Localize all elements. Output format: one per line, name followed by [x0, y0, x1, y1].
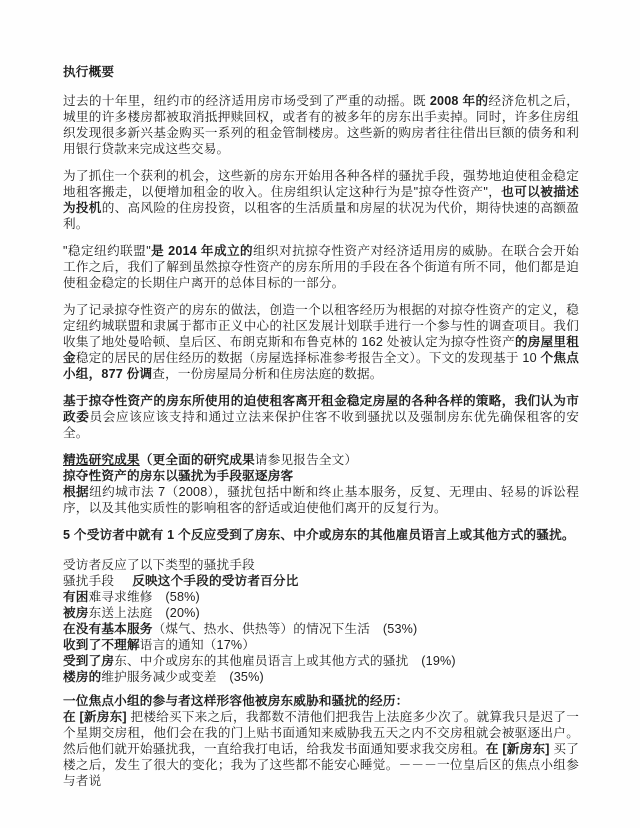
findings-subtitle-text: 掠夺性资产的房东以骚扰为手段驱逐房客 [63, 469, 294, 483]
findings-title: 精选研究成果 [63, 453, 140, 467]
text-segment: 维护服务减少或变差 (35%) [101, 670, 264, 684]
findings-subtitle [63, 468, 579, 484]
text-segment-bold: 是 2014 年成立的 [150, 244, 254, 258]
text-segment: 纽约城市法 7（2008），骚扰包括中断和终止基本服务，反复、无理由、轻易的诉讼程序，以及其他实质性的影响租客的舒适或迫使他们离开的反复行为。 [63, 485, 579, 515]
quote-heading [63, 693, 579, 709]
survey-table [63, 557, 579, 685]
survey-row-court [63, 605, 579, 621]
survey-header-row [63, 573, 579, 589]
findings-title-line [63, 452, 579, 468]
survey-intro: 受访者反应了以下类型的骚扰手段 [63, 558, 255, 572]
text-segment-bold: 在 [新房东] [63, 710, 131, 724]
page-title: 执行概要 [63, 65, 115, 79]
stat-headline [63, 527, 579, 543]
text-segment-bold: 个焦点小组，877 份调 [63, 351, 580, 381]
tenant-quote [63, 709, 579, 789]
text-segment-bold: 被房 [63, 606, 89, 620]
executive-summary [63, 64, 579, 789]
findings-note-bold: （更全面的研究成果 [139, 453, 255, 467]
text-segment: 东、中介或房东的其他雇员语言上或其他方式的骚扰 (19%) [114, 654, 456, 668]
text-segment: 经济危机之后，城里的许多楼房都被取消抵押赎回权，或者有的被多年的房东出手卖掉。同时，许多住房组织发现很多新兴基金购买一系列的租金管制楼房。这些新的购房者往往借出巨额的债务和利用银行贷款来完成这些交易。 [63, 94, 579, 156]
text-segment: 稳定的居民的居住经历的数据（房屋选择标准参考报告全文）。下文的发现基于 10 [75, 351, 541, 365]
survey-col1-header: 骚扰手段 [63, 574, 115, 588]
text-segment: 为了记录掠夺性资产的房东的做法，创造一个以租客经历为根据的对掠夺性资产的定义，稳定纽约城联盟和隶属于都市正义中心的社区发展计划联手进行一个参与性的调查项目。我们收集了地处曼哈顿、皇后区、布朗克斯和布鲁克林的 162 处被认定为掠夺性资产 [63, 303, 579, 349]
text-segment: 的、高风险的住房投资，以租客的生活质量和房屋的状况为代价，期待快速的高额盈利。 [63, 201, 579, 231]
text-segment-bold: 基于掠夺性资产的房东所使用的迫使租客离开租金稳定房屋的各种各样的策略，我们认为市政委 [63, 394, 579, 424]
text-segment: 过去的十年里，纽约市的经济适用房市场受到了严重的动摇。既 [63, 94, 430, 108]
text-segment-bold: 在没有基本服务 [63, 622, 153, 636]
stat-headline-text: 5 个受访者中就有 1 个反应受到了房东、中介或房东的其他雇员语言上或其他方式的骚扰。 [63, 528, 575, 542]
paragraph-market-shock [63, 93, 579, 157]
text-segment-bold: 受到了房 [63, 654, 115, 668]
text-segment-bold: 的房屋里租金 [63, 335, 579, 365]
quote-heading-text: 一位焦点小组的参与者这样形容他被房东威胁和骚扰的经历： [63, 694, 409, 708]
survey-row-maintenance [63, 669, 579, 685]
survey-row-verbal [63, 653, 579, 669]
text-segment-bold: 根据 [63, 485, 90, 499]
text-segment: 买了楼之后，发生了很大的变化；我为了这些都不能安心睡觉。－－－一位皇后区的焦点小组参与者说 [63, 742, 579, 788]
text-segment-bold: 收到了不理解 [63, 638, 140, 652]
paragraph-recommendation [63, 393, 579, 441]
text-segment-bold: 也可以被描述为投机 [63, 185, 579, 215]
survey-col2-header: 反映这个手段的受访者百分比 [132, 574, 299, 588]
text-segment: 组织对抗掠夺性资产对经济适用房的威胁。在联合会开始工作之后，我们了解到虽然掠夺性资产的房东所用的手段在各个街道有所不同，他们都是迫使租金稳定的长期住户离开的总体目标的一部分。 [63, 244, 580, 290]
survey-row-services [63, 621, 579, 637]
text-segment: 员会应该应该支持和通过立法来保护住客不收到骚扰以及强制房东优先确保租客的安全。 [63, 410, 579, 440]
survey-row-notices [63, 637, 579, 653]
text-segment-bold: 有困 [63, 590, 89, 604]
text-segment: 为了抓住一个获利的机会，这些新的房东开始用各种各样的骚扰手段，强势地迫使租金稳定地租客搬走，以便增加租金的收入。住房组织认定这种行为是"掠夺性资产"， [63, 169, 579, 199]
text-segment: （煤气、热水、供热等）的情况下生活 (53%) [152, 622, 418, 636]
text-segment: "稳定纽约联盟" [63, 244, 151, 258]
findings-note: 请参见报告全文） [254, 453, 358, 467]
paragraph-survey-project [63, 302, 579, 382]
text-segment: 东送上法庭 (20%) [88, 606, 200, 620]
text-segment: 查，一份房屋局分析和住房法庭的数据。 [152, 367, 383, 381]
paragraph-law-definition [63, 484, 579, 516]
text-segment: 把楼给买下来之后，我都数不清他们把我告上法庭多少次了。就算我只是迟了一个星期交房租，他们会在我的门上贴书面通知来威胁我五天之内不交房租就会被驱逐出户。然后他们就开始骚扰我，一直给我打电话，给我发书面通知要求我交房租。 [63, 710, 579, 756]
text-segment-bold: 在 [新房东] [485, 742, 554, 756]
survey-row-repairs [63, 589, 579, 605]
text-segment: 难寻求维修 (58%) [88, 590, 200, 604]
text-segment-bold: 2008 年的 [429, 94, 489, 108]
text-segment: 语言的通知（17%） [139, 638, 256, 652]
paragraph-harassment-tactics [63, 168, 579, 232]
paragraph-coalition [63, 243, 579, 291]
text-segment-bold: 楼房的 [63, 670, 102, 684]
